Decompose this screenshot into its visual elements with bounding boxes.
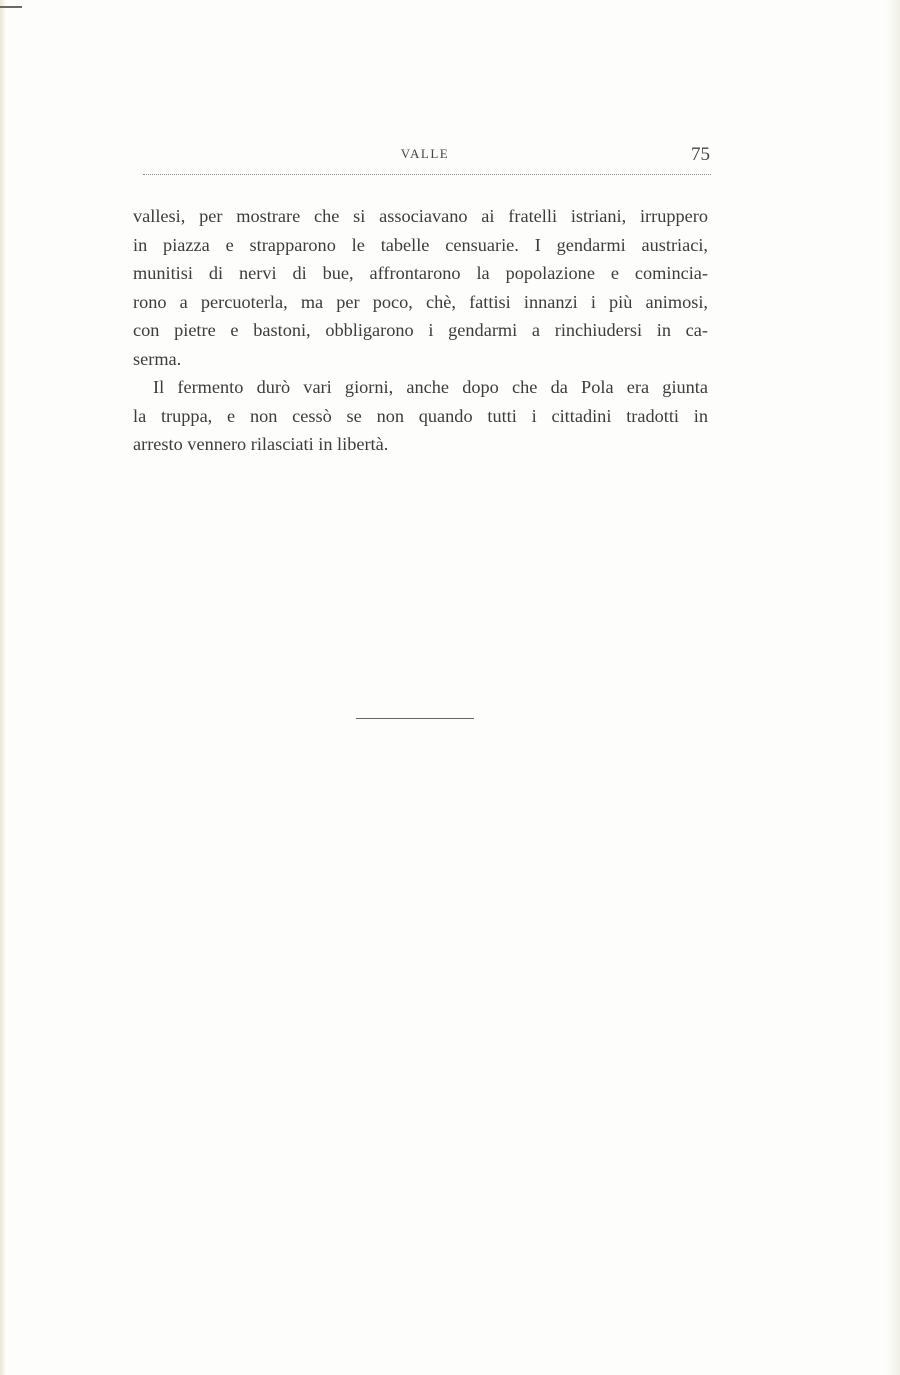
scan-left-edge [0, 0, 6, 1375]
text-line: con pietre e bastoni, obbligarono i gendarmi a rinchiudersi in ca- [133, 320, 708, 340]
paragraph-end-line: serma. [133, 348, 182, 369]
header-dotted-rule [143, 174, 711, 175]
scan-right-edge [886, 0, 900, 1375]
page-number: 75 [691, 144, 710, 165]
text-line: munitisi di nervi di bue, affrontarono la popolazione e comincia- [133, 263, 708, 283]
section-end-rule [356, 718, 474, 719]
body-text [133, 202, 708, 459]
text-line: vallesi, per mostrare che si associavano ai fratelli istriani, irruppero [133, 206, 708, 226]
text-line: la truppa, e non cessò se non quando tutti i cittadini tradotti in [133, 405, 708, 426]
text-line: in piazza e strapparono le tabelle censuarie. I gendarmi austriaci, [133, 234, 708, 255]
paragraph-end-line: arresto vennero rilasciati in libertà. [133, 434, 389, 454]
running-title: VALLE [400, 146, 450, 161]
paragraph-start-line: Il fermento durò vari giorni, anche dopo che da Pola era giunta [153, 377, 708, 397]
running-head [140, 144, 710, 166]
text-line: rono a percuoterla, ma per poco, chè, fattisi innanzi i più animosi, [133, 291, 708, 312]
scan-edge-mark [0, 6, 22, 8]
